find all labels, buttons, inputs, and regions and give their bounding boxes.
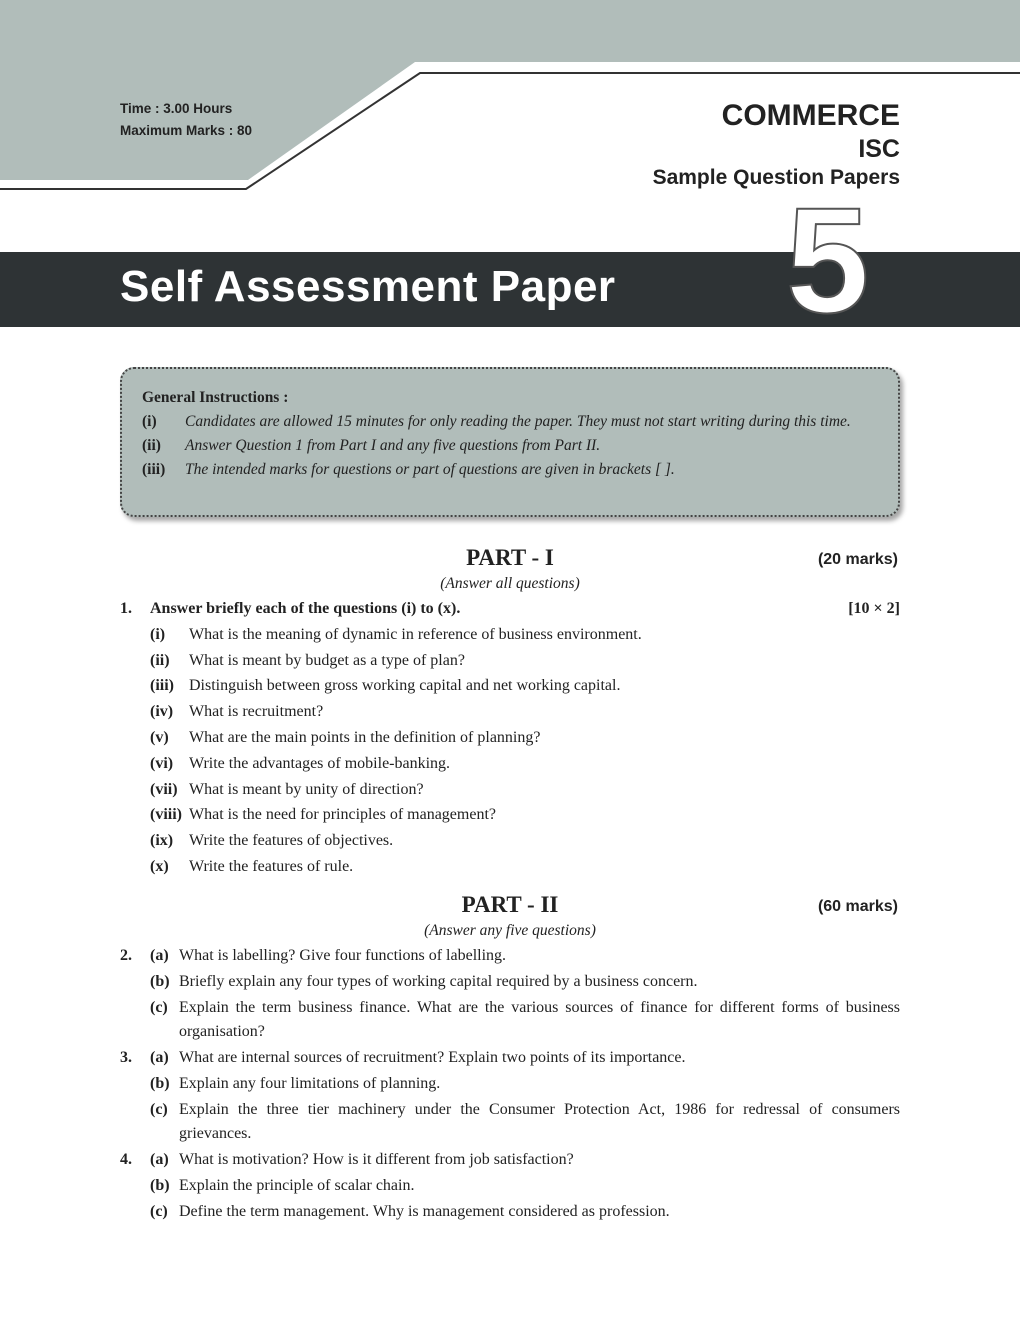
question-text: Answer briefly each of the questions (i) to (x). [150,600,461,617]
question-part [150,1173,900,1199]
question-number: 2. [120,947,132,964]
instruction-text: Answer Question 1 from Part I and any five questions from Part II. [185,437,601,454]
question [120,1147,900,1225]
question [120,943,900,1045]
part-1-marks: (20 marks) [817,551,898,568]
part-text: What are internal sources of recruitment? Explain two points of its importance. [179,1049,686,1066]
part-text: Explain the three tier machinery under the Consumer Protection Act, 1986 for redressal of consumers grievances. [179,1101,900,1142]
series: Sample Question Papers [652,166,900,189]
sub-question [150,725,900,751]
part-label: (a) [150,1049,169,1066]
part-label: (c) [150,1203,168,1220]
question [120,1045,900,1147]
sub-question-number: (x) [150,857,169,875]
sub-question-number: (i) [150,625,166,643]
part-1-note: (Answer all questions) [440,575,580,592]
part-text: What is motivation? How is it different from job satisfaction? [179,1151,574,1168]
part-text: Explain the principle of scalar chain. [179,1177,415,1194]
question-part [150,1045,900,1071]
max-marks-label: Maximum Marks : 80 [120,123,253,138]
question-number: 4. [120,1151,132,1168]
part-label: (b) [150,973,170,990]
instruction-item [142,434,878,458]
instructions-heading: General Instructions : [142,389,289,406]
question-part [150,943,900,969]
part-text: Explain the term business finance. What are the various sources of finance for different forms of business organisation? [179,999,900,1040]
subject: COMMERCE [721,99,900,132]
part-1-title: PART - I [466,545,554,570]
paper-number: 5 [786,176,870,344]
board: ISC [858,135,900,163]
part-text: Define the term management. Why is management considered as profession. [179,1203,670,1220]
sub-question-text: What is the meaning of dynamic in reference of business environment. [189,625,642,643]
question-part [150,1147,900,1173]
instruction-number: (ii) [142,437,161,454]
instruction-text: Candidates are allowed 15 minutes for only reading the paper. They must not start writing during this time. [185,413,851,430]
part-label: (b) [150,1177,170,1194]
part-label: (c) [150,1101,168,1118]
sub-question-number: (v) [150,728,169,746]
sub-question-number: (ix) [150,832,174,850]
sub-question [150,802,900,828]
question-number: 3. [120,1049,132,1066]
sub-question-number: (viii) [150,806,182,824]
question-part [150,1097,900,1147]
sub-question-text: What is meant by unity of direction? [189,780,424,798]
part-text: What is labelling? Give four functions of labelling. [179,947,507,964]
part-label: (a) [150,1151,169,1168]
question-body [150,1147,900,1225]
sub-question-text: Write the features of rule. [189,857,354,875]
question-part [150,1199,900,1225]
sub-question [150,751,900,777]
part-text: Briefly explain any four types of working capital required by a business concern. [179,973,698,990]
time-label: Time : 3.00 Hours [120,101,233,116]
sub-question-number: (iv) [150,703,174,721]
sub-question-text: Write the features of objectives. [189,832,394,850]
part-2 [120,891,900,1225]
sub-question [150,699,900,725]
part-text: Explain any four limitations of planning. [179,1075,441,1092]
instruction-number: (i) [142,413,157,430]
sub-question-text: Write the advantages of mobile-banking. [189,754,451,772]
sub-question-text: What is recruitment? [189,703,324,721]
sub-question-text: Distinguish between gross working capital and net working capital. [189,677,621,695]
part-label: (c) [150,999,168,1016]
question-part [150,1071,900,1097]
sub-question-number: (iii) [150,677,174,695]
page-title: Self Assessment Paper [120,262,616,311]
question-part [150,995,900,1045]
instruction-text: The intended marks for questions or part of questions are given in brackets [ ]. [185,461,675,478]
sub-question [150,673,900,699]
sub-question [150,622,900,648]
question-marks: [10 × 2] [848,600,900,617]
sub-question-text: What are the main points in the definition of planning? [189,728,541,746]
sub-question-text: What is meant by budget as a type of plan? [189,651,465,669]
sub-question-number: (ii) [150,651,170,669]
part-2-note: (Answer any five questions) [424,922,596,939]
sub-question [150,777,900,803]
sub-question-text: What is the need for principles of management? [189,806,496,824]
sub-question [150,828,900,854]
sub-question-number: (vii) [150,780,178,798]
instruction-item [142,458,878,482]
question-number: 1. [120,600,132,617]
part-label: (a) [150,947,169,964]
sub-question [150,854,900,880]
part-label: (b) [150,1075,170,1092]
sub-question-number: (vi) [150,754,174,772]
general-instructions [120,367,900,517]
question-body [150,943,900,1045]
sub-question [150,648,900,674]
instruction-number: (iii) [142,461,166,478]
part-1 [120,544,900,880]
question-body [150,1045,900,1147]
part-2-marks: (60 marks) [817,898,898,915]
instruction-item [142,410,878,434]
part-2-title: PART - II [461,892,559,917]
question-part [150,969,900,995]
